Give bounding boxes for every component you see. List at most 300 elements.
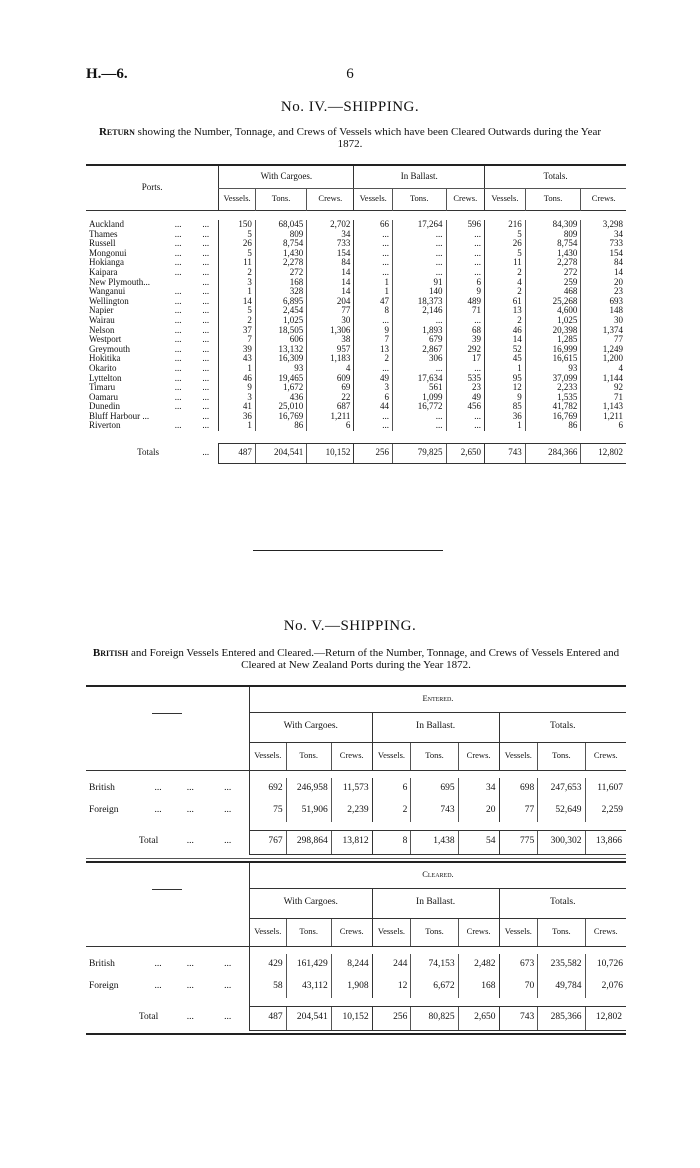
cleared-heading-text: Cleared. — [422, 868, 454, 879]
table-cell: 1,025 — [525, 316, 581, 326]
group-header: Totals. — [499, 712, 626, 742]
total-cell: 2,650 — [458, 1006, 499, 1030]
table-cell: 1,374 — [581, 326, 626, 336]
table-cell: 606 — [255, 335, 306, 345]
table-cell: 66 — [354, 220, 393, 230]
cleared-heading — [249, 862, 626, 888]
table-cell: ... — [174, 353, 182, 364]
table-cell: 1,183 — [307, 354, 354, 364]
table-cell: 17,634 — [392, 374, 446, 384]
column-header: Crews. — [331, 918, 372, 946]
table-cell: 2,454 — [255, 306, 306, 316]
column-header: Vessels. — [485, 188, 526, 210]
table-cell: 609 — [307, 374, 354, 384]
table-cell: 39 — [219, 345, 256, 355]
table-cell: 23 — [446, 383, 485, 393]
group-header: Totals. — [499, 888, 626, 918]
no5-subtitle — [86, 647, 626, 671]
table-cell: 272 — [525, 268, 581, 278]
table-cell: 7 — [219, 335, 256, 345]
port-name: Auckland — [89, 219, 124, 229]
table-cell: 1,908 — [331, 976, 372, 998]
table-cell: 259 — [525, 278, 581, 288]
table-cell: 1,672 — [255, 383, 306, 393]
table-cell: 2,482 — [458, 954, 499, 976]
column-header: Tons. — [538, 918, 585, 946]
table-cell: ... — [174, 305, 182, 316]
table-cell: 1 — [219, 287, 256, 297]
table-cell: 5 — [219, 230, 256, 240]
table-cell: 1 — [485, 421, 526, 431]
table-cell: 809 — [525, 230, 581, 240]
column-header: Crews. — [446, 188, 485, 210]
table-row — [86, 239, 626, 249]
table-row — [86, 316, 626, 326]
table-cell: 8,754 — [525, 239, 581, 249]
table-cell: ... — [202, 410, 210, 421]
port-name: Hokitika — [89, 353, 121, 364]
table-cell: 8,244 — [331, 954, 372, 976]
port-name: Lyttelton — [89, 372, 122, 383]
table-cell: 2 — [485, 268, 526, 278]
table-cell: ... — [224, 783, 232, 794]
table-cell: 61 — [485, 297, 526, 307]
table-cell: 6,672 — [411, 976, 458, 998]
table-cell: ... — [446, 239, 485, 249]
table-cell: 71 — [446, 306, 485, 316]
table-cell: ... — [202, 305, 210, 316]
column-header: Vessels. — [499, 742, 538, 770]
column-header: Tons. — [525, 188, 581, 210]
table-row — [86, 421, 626, 431]
table-cell: 49 — [354, 374, 393, 384]
port-name: New Plymouth... — [89, 276, 151, 287]
blank-cell — [86, 918, 249, 946]
column-header: Vessels. — [249, 742, 286, 770]
table-cell: 235,582 — [538, 954, 585, 976]
port-name: Nelson — [89, 324, 115, 335]
column-header: Vessels. — [249, 918, 286, 946]
totals-dots: ... — [202, 447, 210, 458]
total-cell: 204,541 — [286, 1006, 331, 1030]
table-cell: ... — [154, 981, 162, 992]
table-cell: ... — [202, 401, 210, 412]
table-cell: 6 — [372, 778, 411, 800]
table-cell: 2,278 — [255, 258, 306, 268]
table-cell: 25,010 — [255, 402, 306, 412]
table-cell: 9 — [446, 287, 485, 297]
table-cell: ... — [174, 257, 182, 268]
table-cell: ... — [392, 249, 446, 259]
total-label: Total — [138, 836, 159, 847]
table-cell: 1,430 — [525, 249, 581, 259]
group-header: In Ballast. — [372, 712, 499, 742]
table-cell: 5 — [485, 230, 526, 240]
table-cell: 13,132 — [255, 345, 306, 355]
table-cell: ... — [174, 228, 182, 239]
table-cell: 216 — [485, 220, 526, 230]
table-cell: 70 — [499, 976, 538, 998]
spacer-row — [86, 210, 626, 220]
table-cell: 93 — [255, 364, 306, 374]
port-name: Bluff Harbour ... — [89, 410, 150, 421]
table-cell: 6 — [354, 393, 393, 403]
total-row — [86, 830, 626, 854]
table-cell: 154 — [307, 249, 354, 259]
table-cell: 20 — [581, 278, 626, 288]
table-cell: 292 — [446, 345, 485, 355]
table-row — [86, 326, 626, 336]
table-cell: 306 — [392, 354, 446, 364]
table-cell: ... — [174, 238, 182, 249]
table-cell: 1,211 — [307, 412, 354, 422]
table-cell: 37 — [219, 326, 256, 336]
table-cell: ... — [392, 268, 446, 278]
table-cell: ... — [174, 343, 182, 354]
table-cell: 14 — [307, 268, 354, 278]
table-cell: 17 — [446, 354, 485, 364]
table-cell: 2,076 — [585, 976, 626, 998]
table-cell: 38 — [307, 335, 354, 345]
total-cell: 775 — [499, 830, 538, 854]
total-cell: 10,152 — [307, 443, 354, 463]
table-cell: 30 — [307, 316, 354, 326]
total-label: Total — [138, 1012, 159, 1023]
column-header: Crews. — [585, 918, 626, 946]
column-header: Vessels. — [354, 188, 393, 210]
table-cell: ... — [174, 391, 182, 402]
table-cell: ... — [202, 343, 210, 354]
table-cell: ... — [392, 239, 446, 249]
table-cell: ... — [154, 805, 162, 816]
table-cell: 58 — [249, 976, 286, 998]
table-cell: 1 — [219, 421, 256, 431]
table-cell: ... — [446, 421, 485, 431]
table-cell: 41,782 — [525, 402, 581, 412]
table-cell: ... — [446, 316, 485, 326]
port-name: Westport — [89, 334, 122, 345]
table-cell: 43 — [219, 354, 256, 364]
total-cell: ... — [224, 1012, 232, 1023]
table-cell: 12 — [372, 976, 411, 998]
table-cell: 46 — [219, 374, 256, 384]
table-cell: 19,465 — [255, 374, 306, 384]
table-row — [86, 268, 626, 278]
spacer-row — [86, 770, 626, 778]
table-cell: 687 — [307, 402, 354, 412]
table-row — [86, 778, 626, 800]
table-cell: 91 — [392, 278, 446, 288]
table-cell: ... — [186, 981, 194, 992]
table-row — [86, 278, 626, 288]
table-cell: 695 — [411, 778, 458, 800]
table-cell: 46 — [485, 326, 526, 336]
port-name: Dunedin — [89, 401, 120, 412]
table-cell: 4 — [581, 364, 626, 374]
table-cell: 328 — [255, 287, 306, 297]
table-cell: 7 — [354, 335, 393, 345]
port-name: Russell — [89, 238, 116, 249]
table-row — [86, 287, 626, 297]
table-cell: 436 — [255, 393, 306, 403]
table-cell: 14 — [307, 287, 354, 297]
table-row — [86, 345, 626, 355]
table-cell: 1,211 — [581, 412, 626, 422]
table-cell: 1,143 — [581, 402, 626, 412]
port-name: Greymouth — [89, 343, 130, 354]
table-cell: 429 — [249, 954, 286, 976]
table-cell: 71 — [581, 393, 626, 403]
total-cell: 256 — [372, 1006, 411, 1030]
column-header: Crews. — [585, 742, 626, 770]
table-cell: ... — [202, 324, 210, 335]
table-cell: ... — [154, 783, 162, 794]
table-cell: 52,649 — [538, 800, 585, 822]
column-header: Crews. — [458, 742, 499, 770]
table-cell: ... — [354, 239, 393, 249]
total-cell: 487 — [219, 443, 256, 463]
total-cell: 13,812 — [331, 830, 372, 854]
table-cell: 86 — [255, 421, 306, 431]
table-cell: 1,025 — [255, 316, 306, 326]
table-cell: 456 — [446, 402, 485, 412]
table-cell: 154 — [581, 249, 626, 259]
total-cell: 767 — [249, 830, 286, 854]
table-cell: ... — [202, 362, 210, 373]
table-cell: 86 — [525, 421, 581, 431]
table-cell: 34 — [581, 230, 626, 240]
table-cell: 1,249 — [581, 345, 626, 355]
table-cell: 2,239 — [331, 800, 372, 822]
table-cell: ... — [202, 314, 210, 325]
table-cell: ... — [392, 364, 446, 374]
total-cell: ... — [186, 1012, 194, 1023]
table-cell: 11,573 — [331, 778, 372, 800]
table-cell: 18,373 — [392, 297, 446, 307]
flag-label: British — [89, 959, 115, 970]
port-name: Timaru — [89, 382, 116, 393]
table-cell: ... — [202, 228, 210, 239]
column-header: Tons. — [392, 188, 446, 210]
table-cell: 22 — [307, 393, 354, 403]
flag-label: Foreign — [89, 981, 119, 992]
table-cell: ... — [202, 420, 210, 431]
table-cell: ... — [174, 372, 182, 383]
table-cell: 14 — [307, 278, 354, 288]
table-cell: ... — [174, 362, 182, 373]
no4-sub-rest: showing the Number, Tonnage, and Crews of Vessels which have been Cleared Outwards during the Year 1872. — [134, 126, 602, 150]
table-cell: ... — [202, 295, 210, 306]
table-cell: ... — [392, 230, 446, 240]
table-cell: ... — [202, 276, 210, 287]
column-header: Tons. — [286, 918, 331, 946]
table-cell: 11 — [485, 258, 526, 268]
cleared-table — [86, 861, 626, 1035]
table-cell: ... — [446, 249, 485, 259]
table-cell: ... — [354, 258, 393, 268]
table-cell: ... — [202, 247, 210, 258]
table-cell: 10,726 — [585, 954, 626, 976]
column-header: Tons. — [255, 188, 306, 210]
table-cell: 3 — [219, 393, 256, 403]
table-cell: ... — [174, 266, 182, 277]
entered-heading-text: Entered. — [422, 692, 454, 703]
table-row — [86, 800, 626, 822]
table-cell: ... — [174, 324, 182, 335]
table-cell: ... — [392, 421, 446, 431]
total-cell: 487 — [249, 1006, 286, 1030]
table-cell: 168 — [255, 278, 306, 288]
table-cell: 733 — [307, 239, 354, 249]
table-cell: 49 — [446, 393, 485, 403]
table-cell: 1 — [485, 364, 526, 374]
table-cell: 733 — [581, 239, 626, 249]
total-cell: ... — [224, 836, 232, 847]
total-cell: 743 — [485, 443, 526, 463]
page-number: 6 — [346, 66, 354, 82]
table-cell: ... — [202, 334, 210, 345]
table-cell: 2,146 — [392, 306, 446, 316]
table-cell: ... — [392, 412, 446, 422]
table-cell: 1 — [219, 364, 256, 374]
table-cell: 2,278 — [525, 258, 581, 268]
spacer-row — [86, 431, 626, 443]
table-cell: 9 — [219, 383, 256, 393]
total-cell: 284,366 — [525, 443, 581, 463]
table-cell: ... — [446, 230, 485, 240]
table-cell: 30 — [581, 316, 626, 326]
table-cell: 1,430 — [255, 249, 306, 259]
table-row — [86, 412, 626, 422]
table-cell: 2 — [485, 287, 526, 297]
port-name: Mongonui — [89, 247, 127, 258]
blank-dash — [86, 862, 249, 918]
table-cell: 17,264 — [392, 220, 446, 230]
port-name: Okarito — [89, 362, 117, 373]
table-cell: 36 — [219, 412, 256, 422]
group-header: With Cargoes. — [249, 712, 372, 742]
totals-row — [86, 443, 626, 463]
totals-label: Totals — [137, 447, 159, 458]
table-row — [86, 230, 626, 240]
table-cell: 1,200 — [581, 354, 626, 364]
table-cell: ... — [174, 401, 182, 412]
table-cell: 34 — [307, 230, 354, 240]
table-row — [86, 220, 626, 230]
table-cell: ... — [392, 258, 446, 268]
table-cell: ... — [186, 805, 194, 816]
no5-title: No. V.—SHIPPING. — [283, 618, 417, 634]
table-cell: 2,233 — [525, 383, 581, 393]
table-cell: 75 — [249, 800, 286, 822]
table-row — [86, 354, 626, 364]
flag-label: Foreign — [89, 805, 119, 816]
no5-sub-lead: British — [92, 647, 129, 659]
total-cell: 300,302 — [538, 830, 585, 854]
table-cell: 49,784 — [538, 976, 585, 998]
table-cell: 1,099 — [392, 393, 446, 403]
table-cell: ... — [154, 959, 162, 970]
table-cell: 18,505 — [255, 326, 306, 336]
spacer-row — [86, 998, 626, 1006]
table-cell: ... — [202, 257, 210, 268]
table-row — [86, 364, 626, 374]
table-cell: 13 — [485, 306, 526, 316]
table-cell: ... — [354, 249, 393, 259]
table-cell: 4,600 — [525, 306, 581, 316]
table-cell: ... — [174, 286, 182, 297]
table-cell: 2 — [354, 354, 393, 364]
table-cell: 47 — [354, 297, 393, 307]
dash-mark — [152, 713, 182, 714]
table-cell: 150 — [219, 220, 256, 230]
port-name: Riverton — [89, 420, 121, 431]
table-cell: 6,895 — [255, 297, 306, 307]
port-name: Thames — [89, 228, 118, 239]
table-cell: 535 — [446, 374, 485, 384]
no5-sub-rest: and Foreign Vessels Entered and Cleared.—Return of the Number, Tonnage, and Crews of Vessels Entered and Cleared at New Zealand Ports during the Year 1872. — [128, 647, 620, 671]
table-cell: ... — [354, 364, 393, 374]
table-cell: 596 — [446, 220, 485, 230]
column-header: Vessels. — [219, 188, 256, 210]
table-cell: 692 — [249, 778, 286, 800]
column-header: Crews. — [581, 188, 626, 210]
table-cell: 561 — [392, 383, 446, 393]
total-cell: 13,866 — [585, 830, 626, 854]
total-cell: 204,541 — [255, 443, 306, 463]
table-cell: 272 — [255, 268, 306, 278]
table-cell: ... — [224, 959, 232, 970]
table-cell: 16,769 — [255, 412, 306, 422]
group-with-cargoes: With Cargoes. — [219, 166, 354, 188]
table-row — [86, 249, 626, 259]
table-cell: 36 — [485, 412, 526, 422]
table-cell: 69 — [307, 383, 354, 393]
table-row — [86, 393, 626, 403]
table-cell: 51,906 — [286, 800, 331, 822]
dash-mark — [152, 889, 182, 890]
table-cell: 44 — [354, 402, 393, 412]
no4-table — [86, 166, 626, 464]
total-cell: 256 — [354, 443, 393, 463]
table-row — [86, 402, 626, 412]
table-cell: 161,429 — [286, 954, 331, 976]
port-name: Hokianga — [89, 257, 124, 268]
total-cell: 298,864 — [286, 830, 331, 854]
table-cell: 1,535 — [525, 393, 581, 403]
table-cell: 247,653 — [538, 778, 585, 800]
table-cell: 26 — [485, 239, 526, 249]
ports-header: Ports. — [141, 181, 163, 192]
table-cell: ... — [174, 219, 182, 229]
total-cell: 54 — [458, 830, 499, 854]
table-cell: 77 — [499, 800, 538, 822]
table-cell: 41 — [219, 402, 256, 412]
table-cell: 77 — [581, 335, 626, 345]
port-name: Wairau — [89, 314, 115, 325]
table-cell: 6 — [581, 421, 626, 431]
table-cell: 93 — [525, 364, 581, 374]
column-header: Vessels. — [372, 742, 411, 770]
table-cell: ... — [202, 238, 210, 249]
port-name: Wanganui — [89, 286, 126, 297]
table-cell: 77 — [307, 306, 354, 316]
table-cell: ... — [354, 230, 393, 240]
table-cell: ... — [392, 316, 446, 326]
table-cell: 693 — [581, 297, 626, 307]
total-cell: 12,802 — [585, 1006, 626, 1030]
column-header: Tons. — [538, 742, 585, 770]
